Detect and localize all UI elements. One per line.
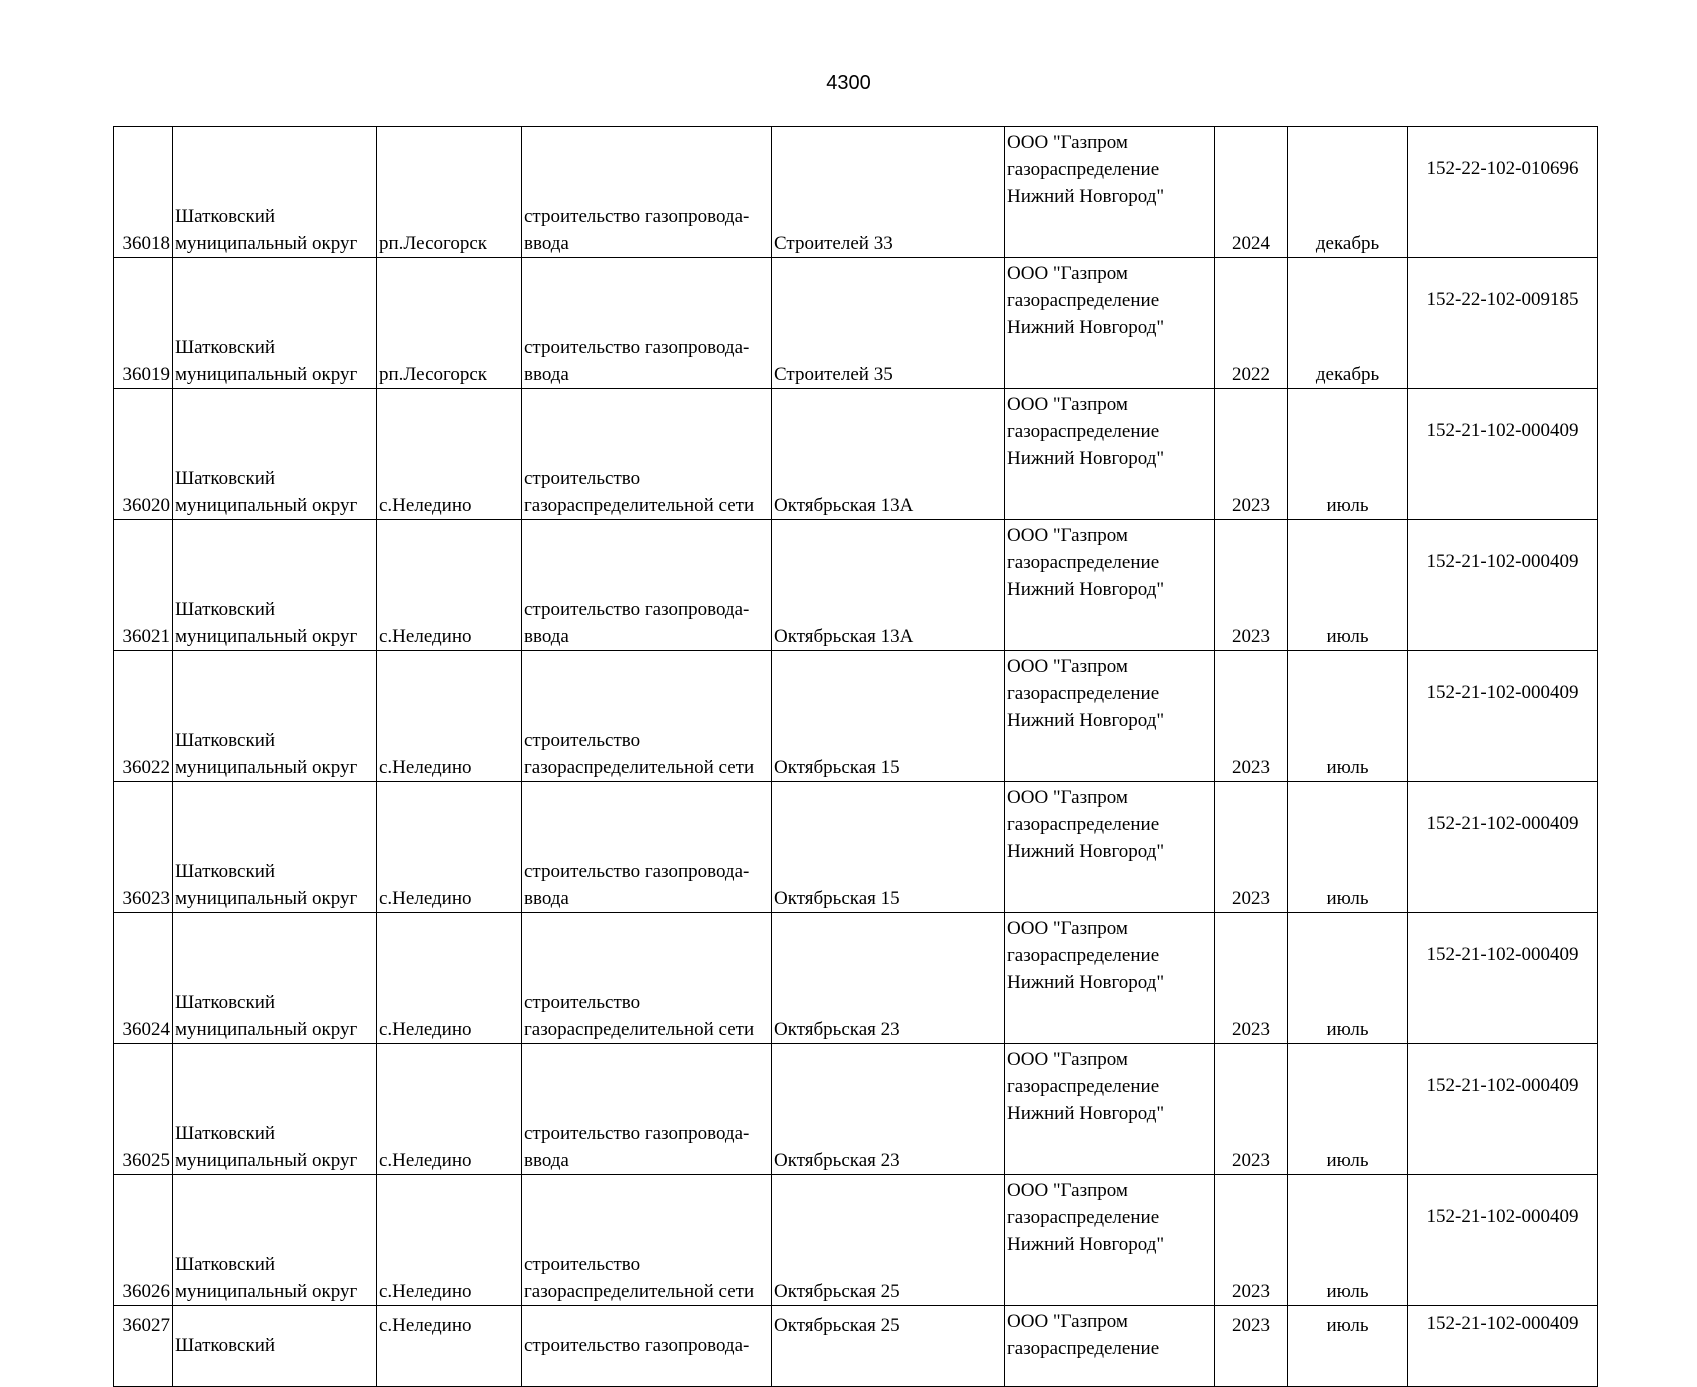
- district-line: Шатковский: [175, 206, 276, 227]
- month-cell: июль: [1288, 520, 1408, 651]
- work-line: строительство: [524, 992, 641, 1013]
- permit-number-cell: 152-21-102-000409: [1408, 1175, 1598, 1306]
- district-cell: Шатковский: [173, 1306, 377, 1387]
- org-line: Нижний Новгород": [1007, 186, 1165, 207]
- row-number: 36021: [114, 520, 173, 651]
- year-cell: 2024: [1215, 127, 1288, 258]
- district-cell: [173, 1175, 377, 1306]
- org-line: Нижний Новгород": [1007, 579, 1165, 600]
- locality-cell: с.Неледино: [377, 389, 522, 520]
- work-line: строительство газопровода-: [524, 1123, 750, 1144]
- district-cell: [173, 389, 377, 520]
- work-line: строительство газопровода-: [524, 861, 750, 882]
- district-line: муниципальный округ: [175, 626, 358, 647]
- permit-number-cell: 152-21-102-000409: [1408, 782, 1598, 913]
- month-cell: декабрь: [1288, 127, 1408, 258]
- month-cell: июль: [1288, 1306, 1408, 1387]
- work-line: газораспределительной сети: [524, 1281, 755, 1302]
- year-cell: 2023: [1215, 651, 1288, 782]
- address-cell: Октябрьская 13А: [772, 520, 1005, 651]
- permit-number-cell: 152-21-102-000409: [1408, 913, 1598, 1044]
- work-type-cell: [522, 782, 772, 913]
- org-line: ООО "Газпром: [1007, 918, 1128, 939]
- district-cell: [173, 127, 377, 258]
- org-line: Нижний Новгород": [1007, 972, 1165, 993]
- organization-cell: [1005, 913, 1215, 1044]
- month-cell: июль: [1288, 782, 1408, 913]
- locality-cell: с.Неледино: [377, 520, 522, 651]
- org-line: Нижний Новгород": [1007, 841, 1165, 862]
- table-row: [114, 651, 1598, 782]
- organization-cell: [1005, 1044, 1215, 1175]
- district-line: Шатковский: [175, 337, 276, 358]
- permit-number-cell: 152-21-102-000409: [1408, 651, 1598, 782]
- year-cell: 2023: [1215, 913, 1288, 1044]
- org-line: газораспределение: [1007, 159, 1160, 180]
- address-cell: Октябрьская 23: [772, 1044, 1005, 1175]
- address-cell: Октябрьская 15: [772, 651, 1005, 782]
- org-line: ООО "Газпром: [1007, 132, 1128, 153]
- org-line: Нижний Новгород": [1007, 710, 1165, 731]
- work-line: строительство газопровода-: [524, 599, 750, 620]
- work-type-cell: [522, 651, 772, 782]
- district-cell: [173, 782, 377, 913]
- row-number: 36018: [114, 127, 173, 258]
- year-cell: 2022: [1215, 258, 1288, 389]
- district-cell: [173, 258, 377, 389]
- year-cell: 2023: [1215, 782, 1288, 913]
- row-number: 36027: [114, 1306, 173, 1387]
- district-line: Шатковский: [175, 599, 276, 620]
- permit-number-cell: 152-22-102-009185: [1408, 258, 1598, 389]
- district-line: Шатковский: [175, 1254, 276, 1275]
- org-line: газораспределение: [1007, 814, 1160, 835]
- permit-number-cell: 152-21-102-000409: [1408, 1044, 1598, 1175]
- district-line: муниципальный округ: [175, 888, 358, 909]
- year-cell: 2023: [1215, 1044, 1288, 1175]
- org-line: ООО "Газпром: [1007, 656, 1128, 677]
- row-number: 36020: [114, 389, 173, 520]
- work-type-cell: строительство газопровода-: [522, 1306, 772, 1387]
- locality-cell: с.Неледино: [377, 913, 522, 1044]
- org-line: газораспределение: [1007, 552, 1160, 573]
- row-number: 36026: [114, 1175, 173, 1306]
- work-line: строительство: [524, 1254, 641, 1275]
- district-cell: [173, 1044, 377, 1175]
- table-row: [114, 913, 1598, 1044]
- organization-cell: [1005, 651, 1215, 782]
- locality-cell: с.Неледино: [377, 1044, 522, 1175]
- district-line: муниципальный округ: [175, 495, 358, 516]
- org-line: газораспределение: [1007, 1207, 1160, 1228]
- table-row: [114, 1306, 1598, 1387]
- month-cell: декабрь: [1288, 258, 1408, 389]
- work-type-cell: [522, 1175, 772, 1306]
- work-line: строительство газопровода-: [524, 206, 750, 227]
- work-type-cell: [522, 913, 772, 1044]
- work-line: газораспределительной сети: [524, 1019, 755, 1040]
- table-row: [114, 258, 1598, 389]
- district-line: Шатковский: [175, 992, 276, 1013]
- work-line: строительство: [524, 730, 641, 751]
- district-line: Шатковский: [175, 730, 276, 751]
- address-cell: Октябрьская 13А: [772, 389, 1005, 520]
- org-line: ООО "Газпром: [1007, 1180, 1128, 1201]
- district-line: Шатковский: [175, 861, 276, 882]
- work-type-cell: [522, 258, 772, 389]
- row-number: 36024: [114, 913, 173, 1044]
- district-line: муниципальный округ: [175, 1019, 358, 1040]
- org-line: газораспределение: [1007, 290, 1160, 311]
- organization-cell: [1005, 1306, 1215, 1387]
- org-line: газораспределение: [1007, 421, 1160, 442]
- row-number: 36025: [114, 1044, 173, 1175]
- organization-cell: [1005, 127, 1215, 258]
- work-type-cell: [522, 389, 772, 520]
- table-row: [114, 389, 1598, 520]
- org-line: ООО "Газпром: [1007, 394, 1128, 415]
- district-line: Шатковский: [175, 468, 276, 489]
- district-cell: [173, 913, 377, 1044]
- permit-number-cell: 152-21-102-000409: [1408, 1306, 1598, 1387]
- year-cell: 2023: [1215, 520, 1288, 651]
- organization-cell: [1005, 389, 1215, 520]
- organization-cell: [1005, 258, 1215, 389]
- organization-cell: [1005, 520, 1215, 651]
- table-row: [114, 127, 1598, 258]
- work-line: газораспределительной сети: [524, 757, 755, 778]
- table-row: [114, 520, 1598, 651]
- work-line: ввода: [524, 364, 569, 385]
- locality-cell: с.Неледино: [377, 651, 522, 782]
- work-line: ввода: [524, 1150, 569, 1171]
- district-line: муниципальный округ: [175, 364, 358, 385]
- locality-cell: рп.Лесогорск: [377, 258, 522, 389]
- year-cell: 2023: [1215, 1175, 1288, 1306]
- work-line: ввода: [524, 888, 569, 909]
- work-line: ввода: [524, 626, 569, 647]
- address-cell: Октябрьская 25: [772, 1306, 1005, 1387]
- district-line: муниципальный округ: [175, 1281, 358, 1302]
- org-line: газораспределение: [1007, 1076, 1160, 1097]
- org-line: ООО "Газпром: [1007, 1049, 1128, 1070]
- permit-number-cell: 152-22-102-010696: [1408, 127, 1598, 258]
- locality-cell: с.Неледино: [377, 1175, 522, 1306]
- org-line: ООО "Газпром: [1007, 787, 1128, 808]
- locality-cell: рп.Лесогорск: [377, 127, 522, 258]
- org-line: ООО "Газпром: [1007, 525, 1128, 546]
- address-cell: Октябрьская 25: [772, 1175, 1005, 1306]
- org-line: газораспределение: [1007, 1338, 1160, 1359]
- work-type-cell: [522, 127, 772, 258]
- org-line: Нижний Новгород": [1007, 448, 1165, 469]
- address-cell: Строителей 33: [772, 127, 1005, 258]
- org-line: газораспределение: [1007, 945, 1160, 966]
- month-cell: июль: [1288, 1175, 1408, 1306]
- gas-registry-table: [113, 126, 1598, 1387]
- page-number: 4300: [826, 72, 871, 94]
- permit-number-cell: 152-21-102-000409: [1408, 389, 1598, 520]
- table-row: [114, 782, 1598, 913]
- year-cell: 2023: [1215, 389, 1288, 520]
- table-row: [114, 1044, 1598, 1175]
- address-cell: Октябрьская 15: [772, 782, 1005, 913]
- district-cell: [173, 651, 377, 782]
- table-row: [114, 1175, 1598, 1306]
- org-line: ООО "Газпром: [1007, 1311, 1128, 1332]
- month-cell: июль: [1288, 651, 1408, 782]
- permit-number-cell: 152-21-102-000409: [1408, 520, 1598, 651]
- work-line: ввода: [524, 233, 569, 254]
- district-line: муниципальный округ: [175, 233, 358, 254]
- month-cell: июль: [1288, 389, 1408, 520]
- district-cell: [173, 520, 377, 651]
- row-number: 36019: [114, 258, 173, 389]
- work-line: строительство газопровода-: [524, 337, 750, 358]
- work-type-cell: [522, 1044, 772, 1175]
- org-line: Нижний Новгород": [1007, 1103, 1165, 1124]
- organization-cell: [1005, 782, 1215, 913]
- month-cell: июль: [1288, 913, 1408, 1044]
- month-cell: июль: [1288, 1044, 1408, 1175]
- org-line: газораспределение: [1007, 683, 1160, 704]
- year-cell: 2023: [1215, 1306, 1288, 1387]
- work-line: строительство: [524, 468, 641, 489]
- district-line: муниципальный округ: [175, 1150, 358, 1171]
- district-line: муниципальный округ: [175, 757, 358, 778]
- work-type-cell: [522, 520, 772, 651]
- locality-cell: с.Неледино: [377, 1306, 522, 1387]
- row-number: 36022: [114, 651, 173, 782]
- organization-cell: [1005, 1175, 1215, 1306]
- org-line: Нижний Новгород": [1007, 1234, 1165, 1255]
- address-cell: Октябрьская 23: [772, 913, 1005, 1044]
- org-line: Нижний Новгород": [1007, 317, 1165, 338]
- district-line: Шатковский: [175, 1123, 276, 1144]
- row-number: 36023: [114, 782, 173, 913]
- work-line: газораспределительной сети: [524, 495, 755, 516]
- locality-cell: с.Неледино: [377, 782, 522, 913]
- address-cell: Строителей 35: [772, 258, 1005, 389]
- org-line: ООО "Газпром: [1007, 263, 1128, 284]
